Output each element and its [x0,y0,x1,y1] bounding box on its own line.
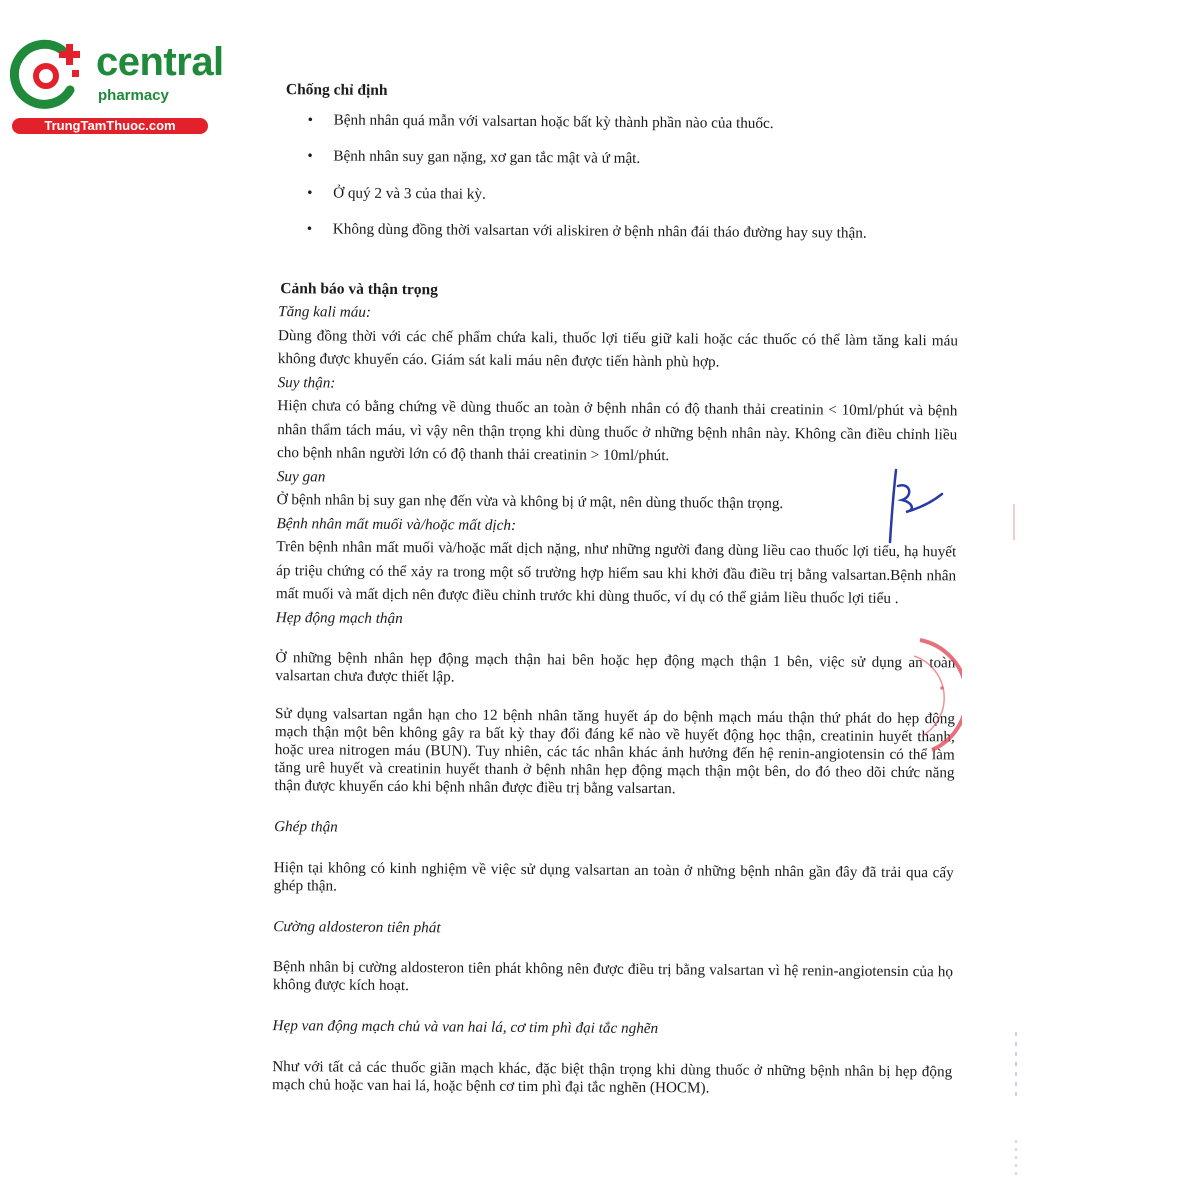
transplant-heading: Ghép thận [274,818,338,836]
list-item: • Bệnh nhân suy gan nặng, xơ gan tắc mật và ứ mật. [267,144,959,173]
aldosteronism-heading: Cường aldosteron tiên phát [273,917,441,936]
list-item: • Không dùng đồng thời valsartan với aliskiren ở bệnh nhân đái tháo đường hay suy thận. [267,217,959,246]
contraindications-heading: Chống chỉ định [285,81,388,99]
salt-depletion-heading: Bệnh nhân mất muối và/hoặc mất dịch: [276,514,517,534]
stenosis-text: Như với tất cả các thuốc giãn mạch khác, đặc biệt thận trọng khi dùng thuốc ở những bệnh nhân bị hẹp động mạch chủ hoặc van hai lá, hoặc bệnh cơ tim phì đại tắc nghẽn (HOCM). [272,1057,953,1096]
hepatic-text: Ở bệnh nhân bị suy gan nhẹ đến vừa và không bị ứ mật, nên dùng thuốc thận trọng. [276,491,784,513]
contraindications-list [267,107,960,245]
aldosteronism-text: Bệnh nhân bị cường aldosteron tiên phát không nên được điều trị bằng valsartan vì hệ renin-angiotensin của họ không được kích hoạt. [272,958,954,995]
logo-mark-icon [10,38,92,114]
transplant-text: Hiện tại không có kinh nghiệm về việc sử dụng valsartan an toàn ở những bệnh nhân gần đây đã trải qua cấy ghép thận. [273,858,954,895]
pharmacy-logo [10,38,224,138]
renal-artery-text-1: Ở những bệnh nhân hẹp động mạch thận hai bên hoặc hẹp động mạch thận 1 bên, việc sử dụng an toàn valsartan chưa được thiết lập. [275,649,956,686]
list-item: • Ở quý 2 và 3 của thai kỳ. [267,180,959,209]
renal-text: Hiện chưa có bằng chứng về dùng thuốc an toàn ở bệnh nhân có độ thanh thải creatinin < 10ml/phút và bệnh nhân thẩm tách máu, vì vậy nên thận trọng khi dùng thuốc ở những bệnh nhân này. Không cần điều chỉnh liều cho bệnh nhân người lớn có độ thanh thải creatinin > 10ml/phút. [276,397,958,465]
renal-heading: Suy thận: [277,373,336,392]
signature-icon [876,466,946,546]
hyperkalemia-heading: Tăng kali máu: [278,303,372,321]
document-page [260,78,960,1099]
brand-subtitle: pharmacy [98,87,169,104]
brand-name: central [96,40,224,84]
hepatic-heading: Suy gan [276,467,326,485]
renal-artery-heading: Hẹp động mạch thận [275,608,403,627]
stamp-icon [912,636,962,756]
renal-artery-text-2: Sử dụng valsartan ngắn hạn cho 12 bệnh nhân tăng huyết áp do bệnh mạch máu thận thứ phát do hẹp động mạch thận một bên không gây ra bất kỳ thay đổi đáng kể nào về huyết động học thận, creatinin huyết thanh, hoặc urea nitrogen máu (BUN). Tuy nhiên, các tác nhân khác ảnh hưởng đến hệ renin-angiotensin có thể làm tăng urê huyết và creatinin huyết thanh ở bệnh nhân hẹp động mạch thận một bên, do đó theo dõi chức năng thận được khuyến cáo khi bệnh nhân được điều trị bằng valsartan. [274,705,956,798]
salt-depletion-text: Trên bệnh nhân mất muối và/hoặc mất dịch nặng, như những người đang dùng liều cao thuốc lợi tiểu, hạ huyết áp triệu chứng có thể xảy ra trong một số trường hợp hiếm sau khi khởi đầu điều trị bằng valsartan.Bệnh nhân mất muối và mất dịch nên được điều chỉnh trước khi dùng thuốc, ví dụ có thể giảm liều thuốc lợi tiểu . [275,538,957,607]
warnings-heading: Cảnh báo và thận trọng [280,279,439,298]
hyperkalemia-text: Dùng đồng thời với các chế phẩm chứa kali, thuốc lợi tiểu giữ kali hoặc các thuốc có thể làm tăng kali máu không được khuyến cáo. Giám sát kali máu nên được tiến hành phù hợp. [277,326,959,371]
stenosis-heading: Hẹp van động mạch chủ và van hai lá, cơ tim phì đại tắc nghẽn [272,1017,659,1038]
scan-edge-marks [1008,500,1020,1180]
list-item: • Bệnh nhân quá mẫn với valsartan hoặc bất kỳ thành phần nào của thuốc. [268,107,960,136]
brand-url: TrungTamThuoc.com [12,118,208,134]
